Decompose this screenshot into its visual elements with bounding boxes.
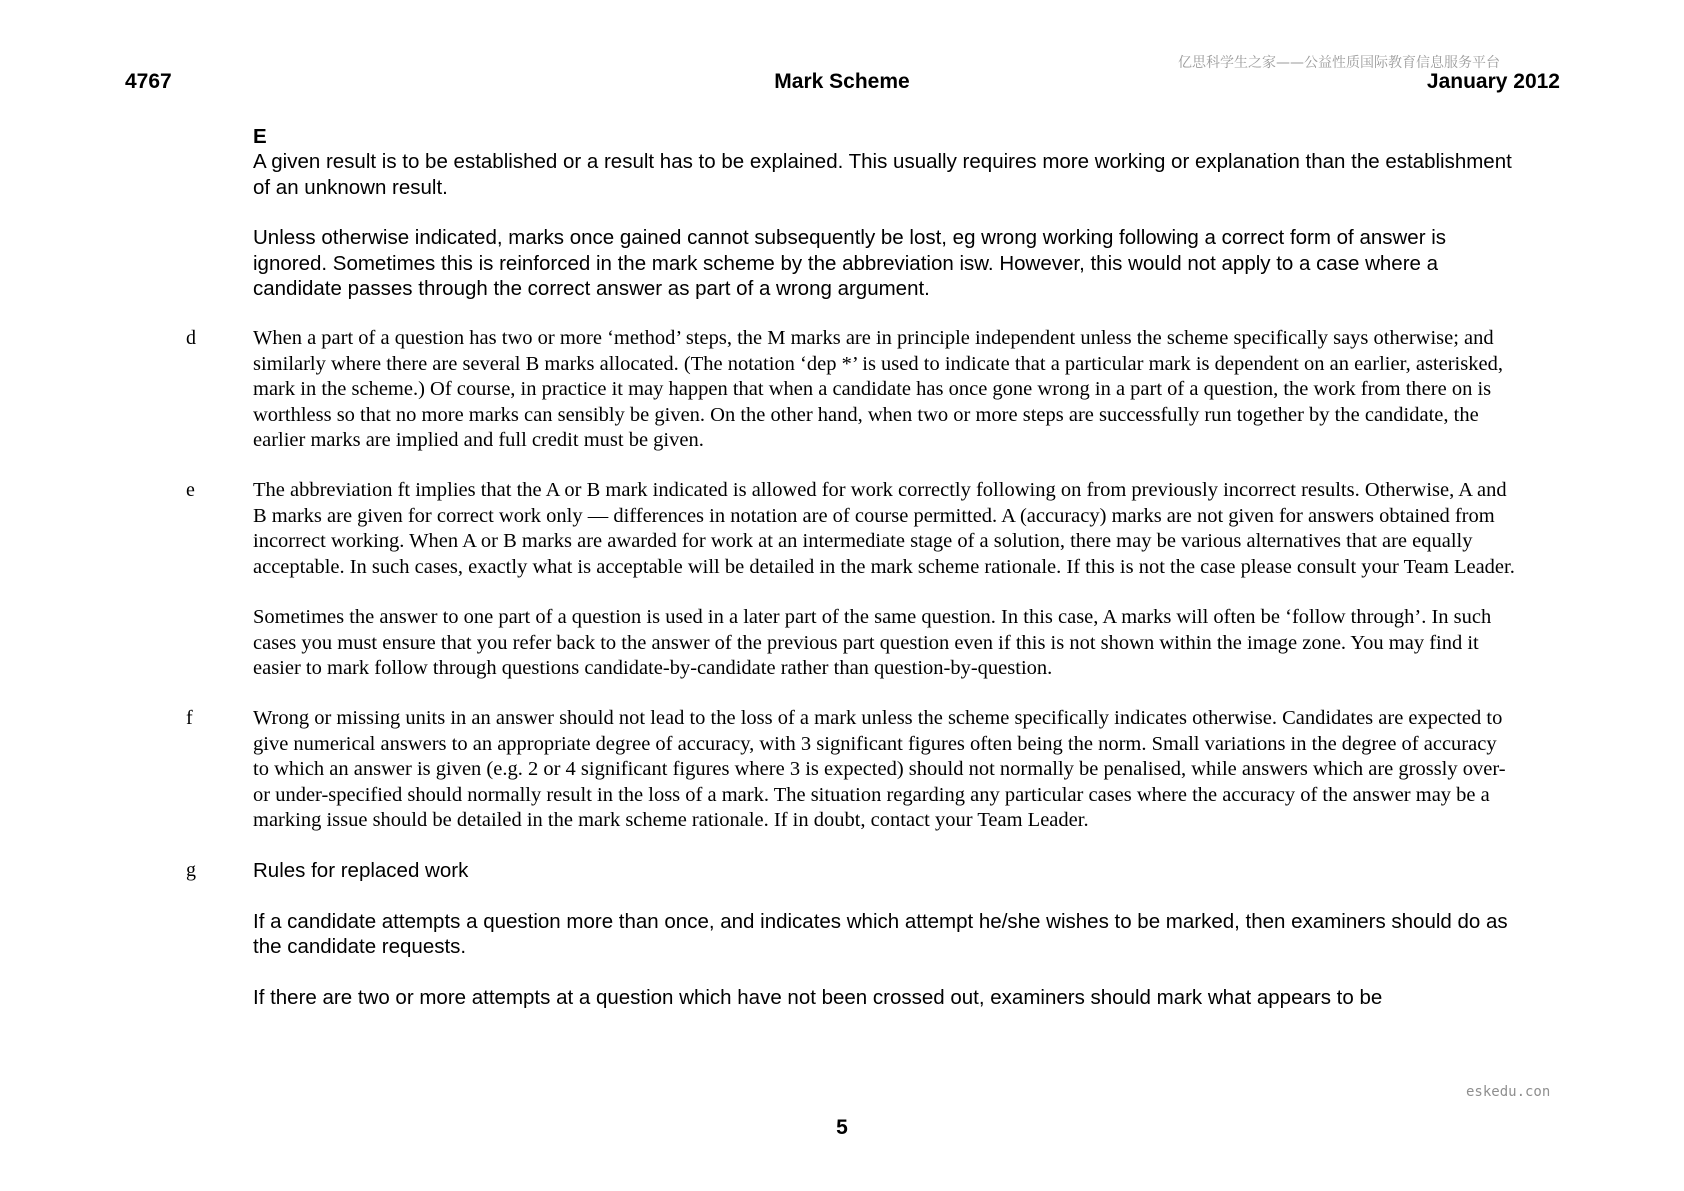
item-body bbox=[253, 706, 1516, 833]
item-paragraph: Sometimes the answer to one part of a question is used in a later part of the same question. In this case, A marks will often be ‘follow through’. In such cases you must ensure that you refer back to the answer of the previous part question even if this is not shown within the image zone. You may find it easier to mark follow through questions candidate-by-candidate rather than question-by-question. bbox=[253, 606, 1492, 679]
item-e bbox=[186, 478, 1516, 681]
document-code: 4767 bbox=[125, 70, 172, 93]
section-e-body bbox=[253, 124, 1516, 301]
item-d bbox=[186, 326, 1516, 453]
page-number: 5 bbox=[836, 1116, 848, 1139]
item-letter: d bbox=[186, 327, 196, 350]
section-heading-e: E bbox=[253, 125, 267, 148]
page-content bbox=[186, 124, 1516, 1035]
section-e-paragraph-2: Unless otherwise indicated, marks once gained cannot subsequently be lost, eg wrong working following a correct form of answer is ignored. Sometimes this is reinforced in the mark scheme by the abbreviation isw. However, this would not apply to a case where a candidate passes through the correct answer as part of a wrong argument. bbox=[253, 226, 1447, 301]
item-letter: e bbox=[186, 479, 195, 502]
item-body bbox=[253, 858, 1516, 1010]
watermark-top-text: 亿思科学生之家——公益性质国际教育信息服务平台 bbox=[1178, 55, 1500, 71]
section-e-paragraph-1: A given result is to be established or a result has to be explained. This usually requires more working or explanation than the establishment of an unknown result. bbox=[253, 150, 1512, 199]
item-letter: g bbox=[186, 859, 196, 882]
document-title: Mark Scheme bbox=[774, 70, 910, 93]
item-paragraph: If a candidate attempts a question more than once, and indicates which attempt he/she wishes to be marked, then examiners should do as the candidate requests. bbox=[253, 909, 1508, 959]
item-body bbox=[253, 478, 1516, 681]
section-e-intro bbox=[186, 124, 1516, 301]
item-f bbox=[186, 706, 1516, 833]
item-letter-spacer bbox=[186, 124, 253, 301]
item-paragraph: Wrong or missing units in an answer should not lead to the loss of a mark unless the scheme specifically indicates otherwise. Candidates are expected to give numerical answers to an appropriate degree of accuracy, with 3 significant figures often being the norm. Small variations in the degree of accuracy to which an answer is given (e.g. 2 or 4 significant figures where 3 is expected) should not normally be penalised, while answers which are grossly over- or under-specified should normally result in the loss of a mark. The situation regarding any particular cases where the accuracy of the answer may be a marking issue should be detailed in the mark scheme rationale. If in doubt, contact your Team Leader. bbox=[253, 707, 1506, 831]
item-letter: f bbox=[186, 707, 193, 730]
item-paragraph: When a part of a question has two or more ‘method’ steps, the M marks are in principle independent unless the scheme specifically says otherwise; and similarly where there are several B marks allocated. (The notation ‘dep *’ is used to indicate that a particular mark is dependent on an earlier, asterisked, mark in the scheme.) Of course, in practice it may happen that when a candidate has once gone wrong in a part of a question, the work from there on is worthless so that no more marks can sensibly be given. On the other hand, when two or more steps are successfully run together by the candidate, the earlier marks are implied and full credit must be given. bbox=[253, 327, 1503, 452]
item-body bbox=[253, 326, 1516, 453]
item-g bbox=[186, 858, 1516, 1010]
item-paragraph: If there are two or more attempts at a question which have not been crossed out, examiners should mark what appears to be bbox=[253, 985, 1383, 1009]
document-date: January 2012 bbox=[1426, 70, 1560, 93]
item-paragraph: The abbreviation ft implies that the A or B mark indicated is allowed for work correctly following on from previously incorrect results. Otherwise, A and B marks are given for correct work only — differences in notation are of course permitted. A (accuracy) marks are not given for answers obtained from incorrect working. When A or B marks are awarded for work at an intermediate stage of a solution, there may be various alternatives that are equally acceptable. In such cases, exactly what is acceptable will be detailed in the mark scheme rationale. If this is not the case please consult your Team Leader. bbox=[253, 479, 1515, 578]
watermark-bottom-text: eskedu.con bbox=[1466, 1084, 1551, 1100]
item-subheading: Rules for replaced work bbox=[253, 859, 469, 883]
